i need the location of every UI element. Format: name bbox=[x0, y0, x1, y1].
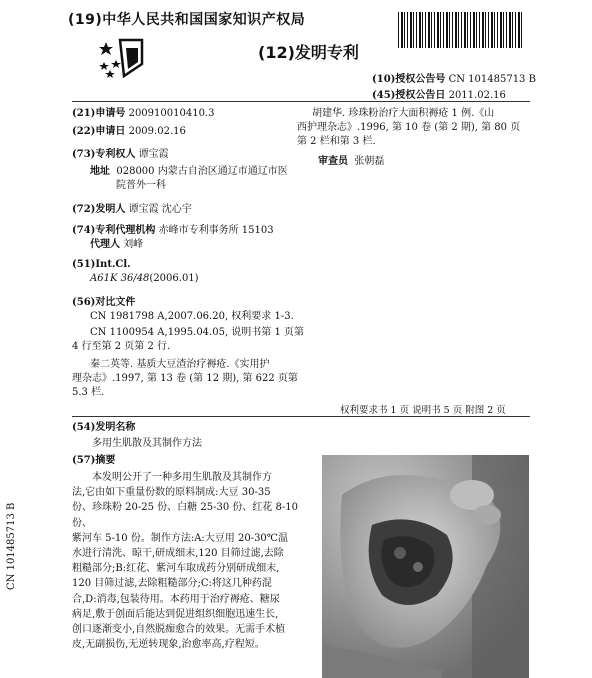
reference-2: CN 1100954 A,1995.04.05, 说明书第 1 页第 bbox=[90, 327, 305, 338]
abstract-line: 病足,敷于创面后能达到促进组织细胞迅速生长, bbox=[72, 608, 279, 620]
reference-4: 胡建华. 珍珠粉治疗大面积褥疮 1 例.《山 bbox=[312, 108, 495, 119]
reference-3-cont2: 5.3 栏. bbox=[72, 387, 105, 398]
abstract-line: 本发明公开了一种多用生肌散及其制作方 bbox=[92, 472, 272, 483]
int-classification: A61K 36/48(2006.01) bbox=[90, 273, 199, 284]
abstract-body bbox=[72, 470, 308, 652]
abstract-label: (57)摘要 bbox=[72, 455, 116, 466]
abstract-line: 粗糙部分;B:红花、紫河车取成药分别研成细末, bbox=[72, 563, 280, 575]
abstract-line: 皮,无副损伤,无逆转现象,治愈率高,疗程短。 bbox=[72, 639, 265, 651]
owner-address: 地址 028000 内蒙古自治区通辽市通辽市医 bbox=[90, 166, 288, 177]
reference-1: CN 1981798 A,2007.06.20, 权利要求 1-3. bbox=[90, 311, 294, 322]
inventors: (72)发明人 谭宝霞 沈心宇 bbox=[72, 204, 192, 215]
owner-address-line2: 院普外一科 bbox=[116, 180, 166, 191]
invention-name: 多用生肌散及其制作方法 bbox=[92, 438, 202, 449]
patent-office-header: (19)中华人民共和国国家知识产权局 bbox=[68, 12, 306, 28]
abstract-line: 水进行清洗、晾干,研成细末,120 目筛过滤,去除 bbox=[72, 548, 284, 560]
abstract-line: 法,它由如下重量份数的原料制成:大豆 30-35 bbox=[72, 487, 271, 499]
page-count-summary: 权利要求书 1 页 说明书 5 页 附图 2 页 bbox=[340, 405, 506, 416]
examiner: 审查员 张朝磊 bbox=[318, 156, 385, 167]
int-classification-label: (51)Int.Cl. bbox=[72, 259, 131, 270]
header-divider bbox=[72, 101, 530, 102]
reference-4-cont: 西护理杂志》.1996, 第 10 卷 (第 2 期), 第 80 页 bbox=[297, 122, 521, 133]
references-label: (56)对比文件 bbox=[72, 297, 136, 308]
publication-number: (10)授权公告号 CN 101485713 B bbox=[372, 74, 536, 85]
invention-name-label: (54)发明名称 bbox=[72, 422, 136, 433]
reference-2-cont: 4 行至第 2 页第 2 行. bbox=[72, 341, 171, 352]
reference-4-cont2: 第 2 栏和第 3 栏. bbox=[297, 136, 376, 147]
abstract-line: 合,D:消毒,包装待用。本药用于治疗褥疮、糖尿 bbox=[72, 593, 280, 605]
publication-date: (45)授权公告日 2011.02.16 bbox=[372, 90, 506, 101]
abstract-line: 份、珍珠粉 20-25 份、白糖 25-30 份、红花 8-10 份、 bbox=[72, 502, 299, 529]
barcode-image bbox=[398, 12, 522, 48]
reference-3: 秦二英等. 基质大豆渣治疗褥疮.《实用护 bbox=[90, 359, 270, 370]
abstract-line: 120 目筛过滤,去除粗糙部分;C:将这几种药混 bbox=[72, 578, 272, 590]
patent-agent: 代理人 刘峰 bbox=[90, 239, 144, 250]
abstract-line: 紫河车 5-10 份。制作方法:A:大豆用 20-30℃温 bbox=[72, 532, 288, 544]
patent-owner: (73)专利权人 谭宝霞 bbox=[72, 149, 169, 160]
cnipa-emblem-icon bbox=[96, 38, 144, 78]
section-divider bbox=[72, 416, 530, 417]
document-type-title: (12)发明专利 bbox=[258, 43, 359, 62]
abstract-figure-photo bbox=[322, 455, 529, 678]
patent-agency: (74)专利代理机构 赤峰市专利事务所 15103 bbox=[72, 225, 274, 236]
side-publication-code: CN 101485713 B bbox=[6, 502, 17, 590]
application-number: (21)申请号 200910010410.3 bbox=[72, 108, 215, 119]
reference-3-cont: 理杂志》.1997, 第 13 卷 (第 12 期), 第 622 页第 bbox=[72, 373, 298, 384]
application-date: (22)申请日 2009.02.16 bbox=[72, 126, 186, 137]
abstract-line: 创口逐渐变小,自然脱痂愈合的效果。无需手术植 bbox=[72, 624, 286, 636]
